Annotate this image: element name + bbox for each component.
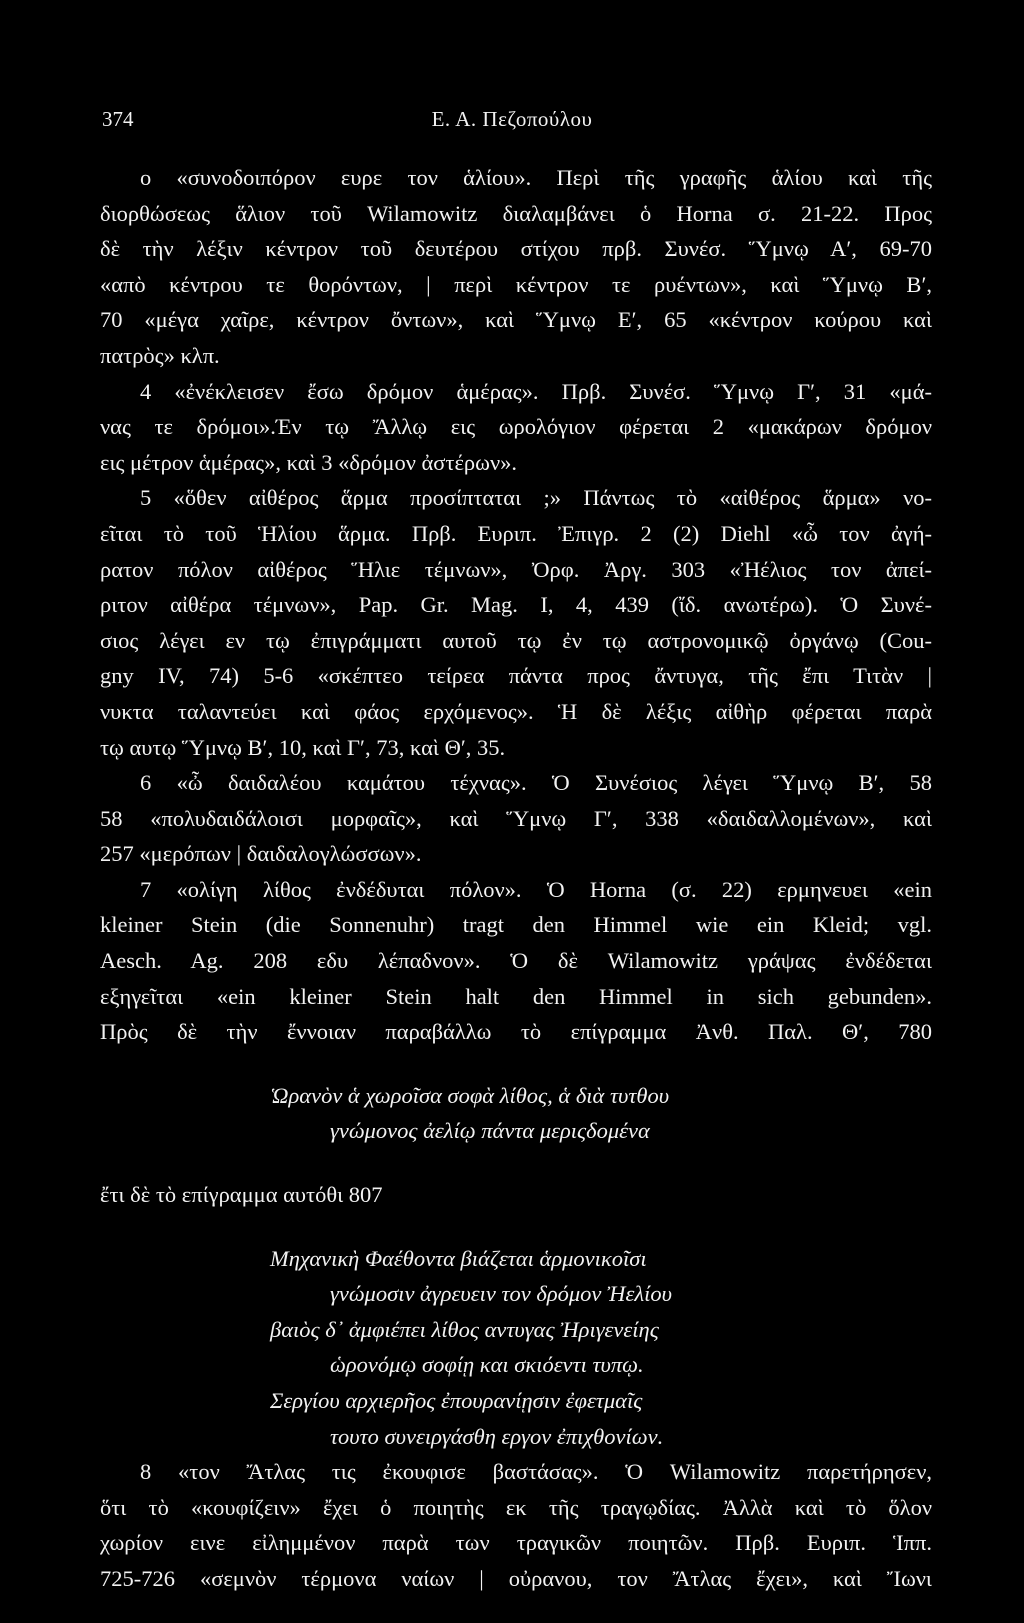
spacer xyxy=(100,1149,932,1177)
verse-line: Ὡρανὸν ἁ χωροῖσα σοφὰ λίθος, ἁ διὰ τυτθου xyxy=(270,1082,670,1108)
verse-line: γνώμονος ἀελίῳ πάντα μεριςδομένα xyxy=(330,1118,650,1144)
verse-line: ὡρονόμῳ σοφίῃ και σκιόεντι τυπῳ. xyxy=(330,1352,644,1378)
text-line: kleiner Stein (die Sonnenuhr) tragt den Himmel wie ein Kleid; vgl. xyxy=(100,912,932,938)
spacer xyxy=(100,1213,932,1241)
verse-line: Σεργίου αρχιερῆος ἐπουρανίῃσιν ἐφετμαῖς xyxy=(270,1388,643,1413)
text-line: 5 «ὅθεν αἰθέρος ἅρμα προσίπταται ;» Πάντως τὸ «αἰθέρος ἅρμα» νο- xyxy=(140,485,932,511)
text-line: εξηγεῖται «ein kleiner Stein halt den Himmel in sich gebunden». xyxy=(100,983,932,1009)
page-header xyxy=(0,102,1024,142)
text-line: νυκτα ταλαντεύει καὶ φάος ερχόμενος». Ἡ δὲ λέξις αἰθὴρ φέρεται παρὰ xyxy=(100,698,932,724)
text-line: σιος λέγει εν τῳ ἐπιγράμματι αυτοῦ τῳ ἐν τῳ αστρονομικῷ ὀργάνῳ (Cou- xyxy=(100,627,932,653)
spacer xyxy=(100,1050,932,1078)
text-line: 725-726 «σεμνὸν τέρμονα ναίων | οὐρανου, τον Ἄτλας ἔχει», καὶ Ἴωνι xyxy=(100,1565,932,1591)
text-line: 58 «πολυδαιδάλοισι μορφαῖς», καὶ Ὕμνῳ Γ′, 338 «δαιδαλλομένων», καὶ xyxy=(100,805,932,831)
text-line: ἔτι δὲ τὸ επίγραμμα αυτόθι 807 xyxy=(100,1182,383,1208)
verse-line: γνώμοσιν ἀγρευειν τον δρόμον Ἠελίου xyxy=(330,1281,672,1307)
running-head: Ε. Α. Πεζοπούλου xyxy=(431,107,593,131)
verse-line: τουτο συνειργάσθη εργον ἐπιχθονίων. xyxy=(330,1423,664,1449)
text-line: 7 «ολίγη λίθος ἐνδέδυται πόλον». Ὁ Horna (σ. 22) ερμηνευει «ein xyxy=(140,876,932,902)
page-number: 374 xyxy=(102,107,134,131)
verse-line: βαιὸς δ᾽ ἀμφιέπει λίθος αντυγας Ἠριγενείης xyxy=(270,1316,659,1342)
text-line: 257 «μερόπων | δαιδαλογλώσσων». xyxy=(100,841,422,867)
text-line: ριτον αἰθέρα τέμνων», Pap. Gr. Mag. I, 4, 439 (ἴδ. ανωτέρω). Ὁ Συνέ- xyxy=(100,592,932,618)
text-line: 4 «ἐνέκλεισεν ἔσω δρόμον ἁμέρας». Πρβ. Συνέσ. Ὕμνῳ Γ′, 31 «μά- xyxy=(140,378,932,404)
verse-line: Μηχανικὴ Φαέθοντα βιάζεται ἁρμονικοῖσι xyxy=(270,1245,647,1271)
body-text xyxy=(100,160,932,1597)
text-line: gny IV, 74) 5-6 «σκέπτεο τείρεα πάντα προς ἄντυγα, τῆς ἔπι Τιτὰν | xyxy=(100,663,932,689)
text-line: 8 «τον Ἄτλας τις ἐκουφισε βαστάσας». Ὁ Wilamowitz παρετήρησεν, xyxy=(140,1459,932,1485)
text-line: Aesch. Ag. 208 εδυ λέπαδνον». Ὁ δὲ Wilamowitz γράψας ἐνδέδεται xyxy=(100,948,932,974)
text-line: 70 «μέγα χαῖρε, κέντρον ὄντων», καὶ Ὕμνῳ Ε′, 65 «κέντρον κούρου καὶ xyxy=(100,307,932,333)
text-line: ρατον πόλον αἰθέρος Ἥλιε τέμνων», Ὀρφ. Ἀργ. 303 «Ἠέλιος τον ἀπεί- xyxy=(100,556,932,582)
text-line: Πρὸς δὲ τὴν ἔννοιαν παραβάλλω τὸ επίγραμμα Ἀνθ. Παλ. Θ′, 780 xyxy=(100,1019,932,1045)
text-line: «απὸ κέντρου τε θορόντων, | περὶ κέντρον τε ρυέντων», καὶ Ὕμνῳ Β′, xyxy=(100,271,932,297)
text-line: ο «συνοδοιπόρον ευρε τον ἁλίου». Περὶ τῆς γραφῆς ἁλίου καὶ τῆς xyxy=(140,165,932,190)
text-line: διορθώσεως ἅλιον τοῦ Wilamowitz διαλαμβάνει ὁ Horna σ. 21-22. Προς xyxy=(100,200,932,226)
text-line: 6 «ὦ δαιδαλέου καμάτου τέχνας». Ὁ Συνέσιος λέγει Ὕμνῳ Β′, 58 xyxy=(140,770,932,796)
text-line: χωρίον εινε εἰλημμένον παρὰ των τραγικῶν ποιητῶν. Πρβ. Ευριπ. Ἱππ. xyxy=(100,1530,932,1556)
text-line: εις μέτρον ἁμέρας», καὶ 3 «δρόμον ἀστέρων». xyxy=(100,449,518,475)
text-line: εῖται τὸ τοῦ Ἡλίου ἅρμα. Πρβ. Ευριπ. Ἐπιγρ. 2 (2) Diehl «ὦ τον ἀγή- xyxy=(100,520,932,546)
text-line: τῳ αυτῳ Ὕμνῳ Β′, 10, καὶ Γ′, 73, καὶ Θ′, 35. xyxy=(100,734,506,760)
text-line: ὅτι τὸ «κουφίζειν» ἔχει ὁ ποιητὴς εκ τῆς τραγῳδίας. Ἀλλὰ καὶ τὸ ὅλον xyxy=(100,1494,932,1520)
text-line: πατρὸς» κλπ. xyxy=(100,342,220,368)
text-line: δὲ τὴν λέξιν κέντρον τοῦ δευτέρου στίχου πρβ. Συνέσ. Ὕμνῳ Α′, 69-70 xyxy=(100,236,932,262)
text-line: νας τε δρόμοι».Έν τῳ Ἄλλῳ εις ωρολόγιον φέρεται 2 «μακάρων δρόμον xyxy=(100,414,932,440)
